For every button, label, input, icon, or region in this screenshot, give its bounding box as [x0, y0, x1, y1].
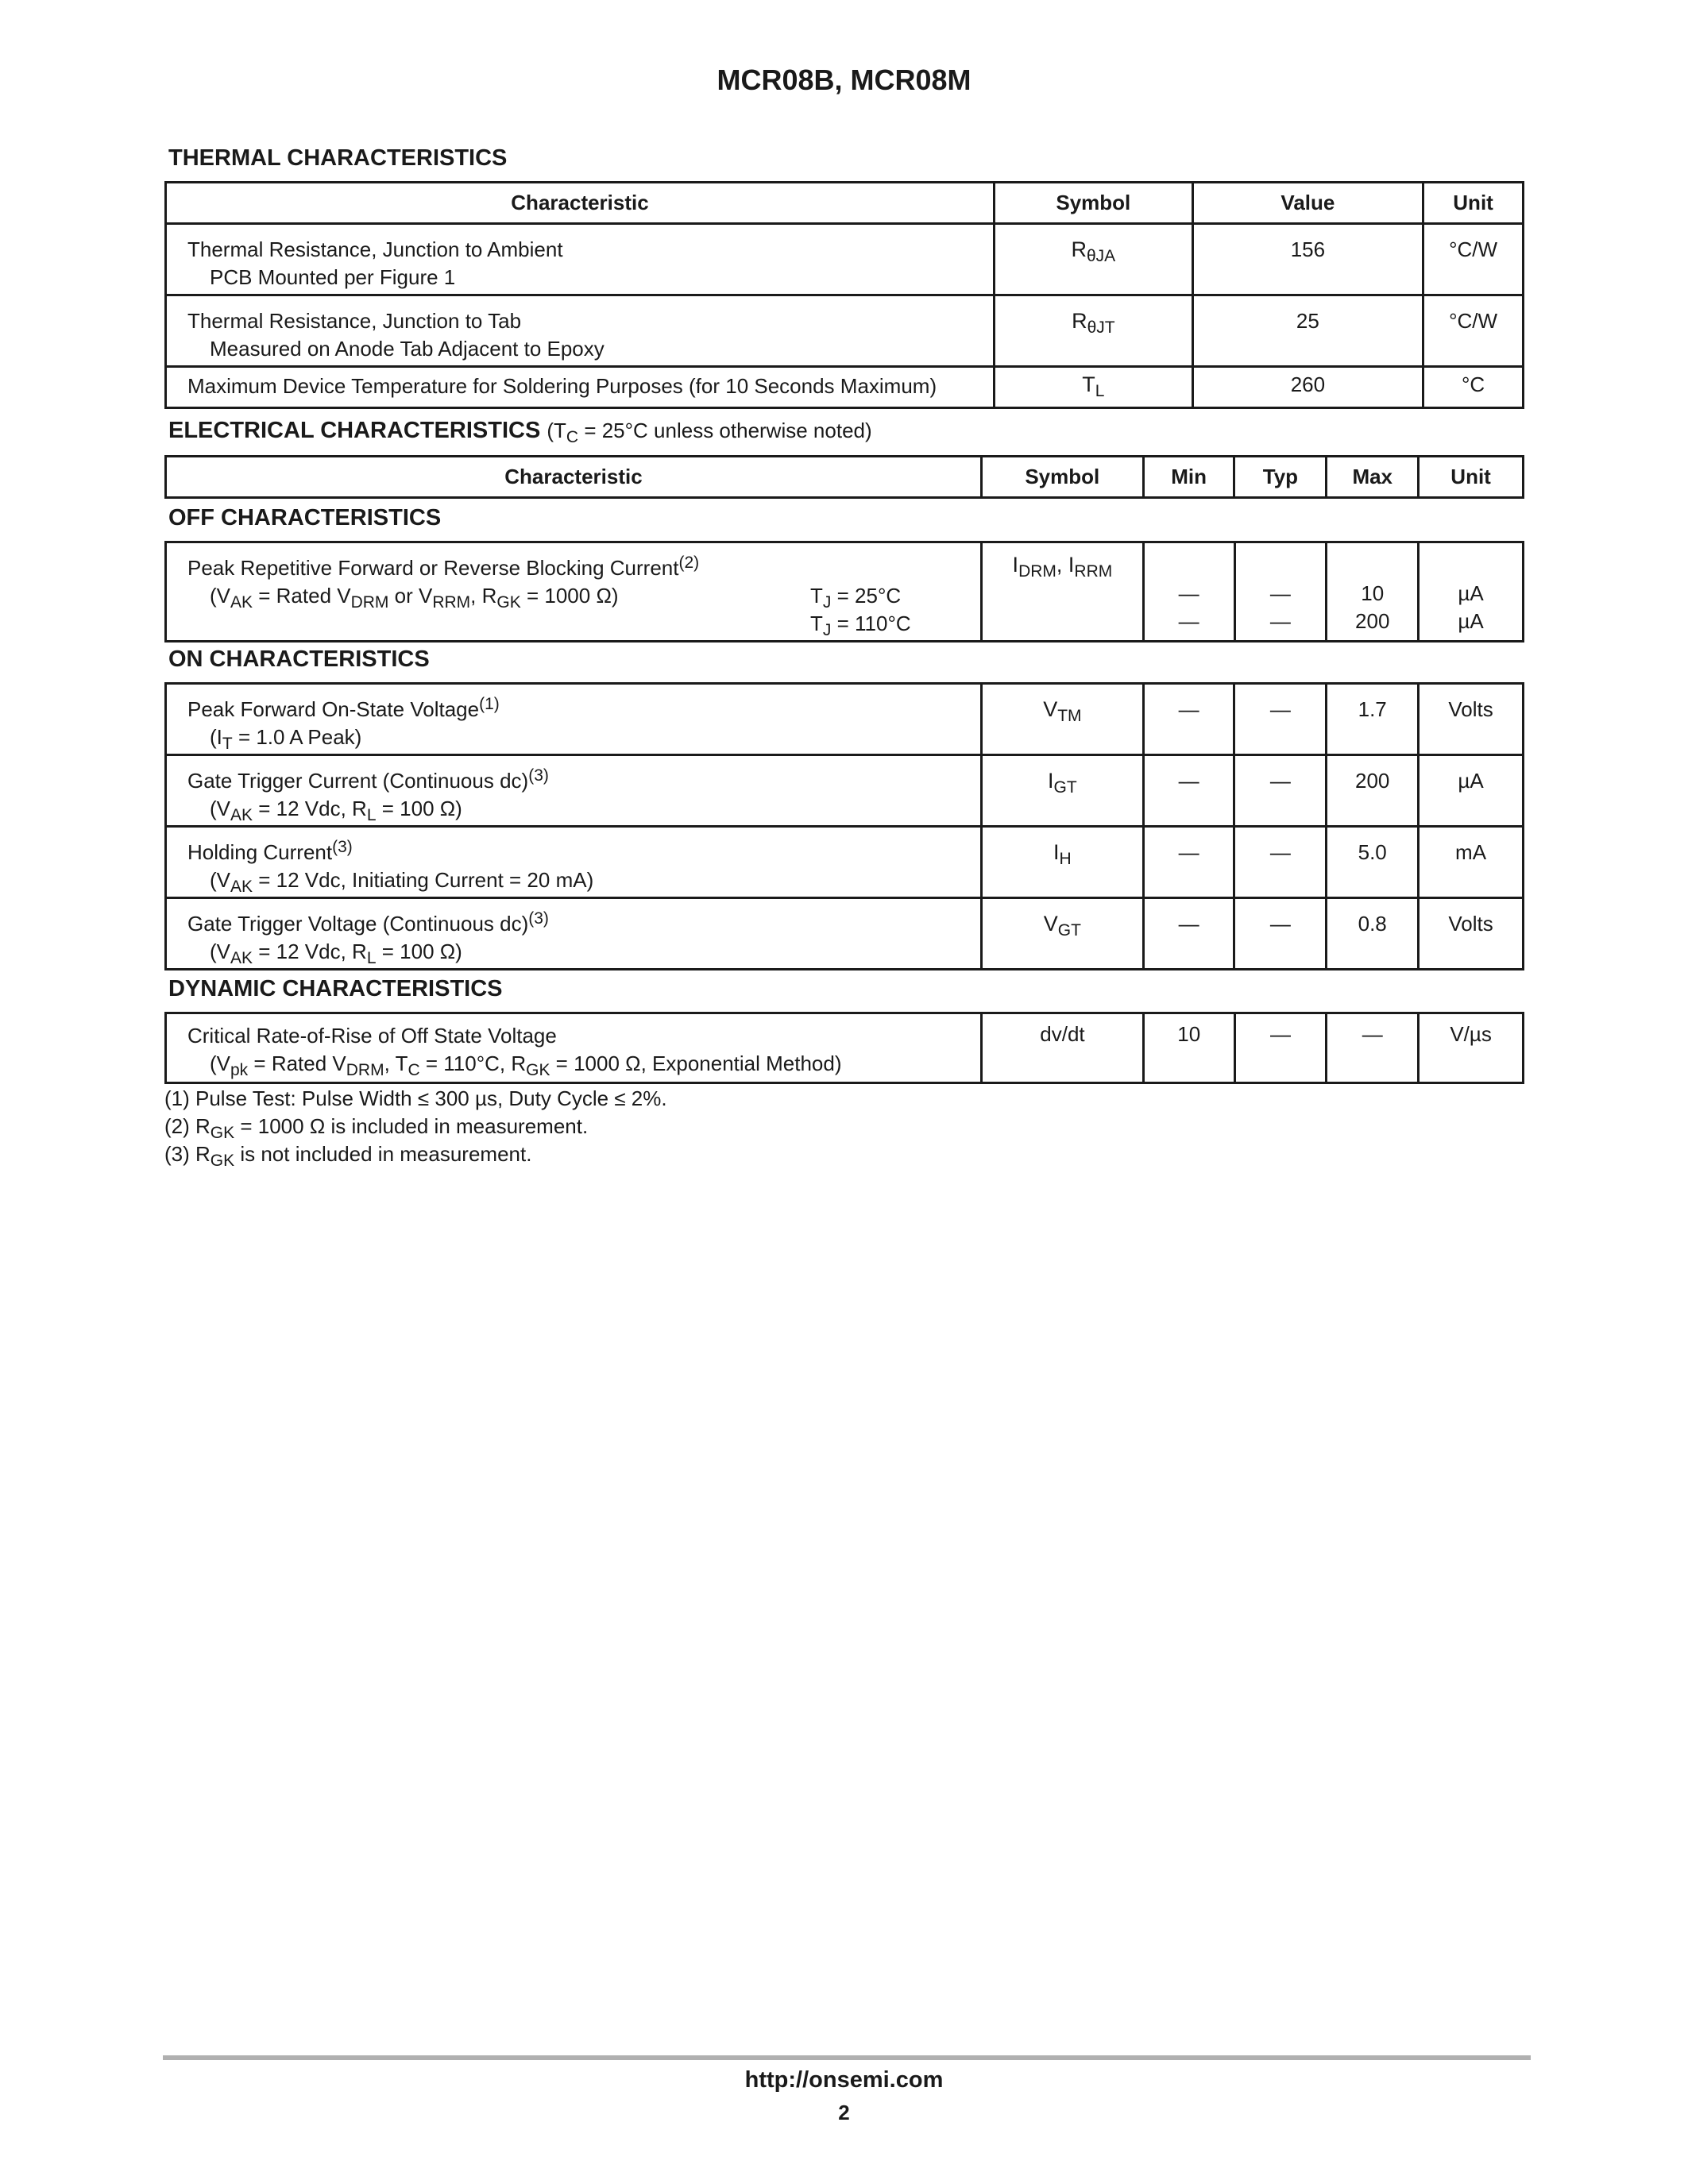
- max-cell: —: [1327, 1013, 1419, 1083]
- temperature-condition: $T_J = 25^\circ C$: [810, 584, 902, 612]
- min-cell: —: [1143, 827, 1234, 898]
- characteristic-condition: ($V_{AK} = 12$ Vdc, $R_L = 100$ Ω): [210, 940, 462, 967]
- characteristic-label: Peak Forward On-State Voltage: [187, 697, 480, 721]
- table-header-row: [166, 457, 1524, 498]
- characteristic-text: Maximum Device Temperature for Soldering Purposes (for 10 Seconds Maximum): [187, 374, 937, 398]
- symbol-subscript: L: [1095, 382, 1105, 400]
- thermal-heading: THERMAL CHARACTERISTICS: [168, 145, 508, 171]
- unit-cell: mA: [1419, 827, 1524, 898]
- symbol-cell: $V_{GT}$: [982, 898, 1144, 970]
- characteristic-label: Peak Repetitive Forward or Reverse Blocking Current: [187, 556, 679, 580]
- max-cell: 5.0: [1327, 827, 1419, 898]
- page-title: MCR08B, MCR08M: [717, 64, 971, 96]
- characteristic-condition: Measured on Anode Tab Adjacent to Epoxy: [210, 337, 605, 361]
- characteristic-text: [187, 554, 980, 582]
- symbol-subscript: θJA: [1086, 247, 1116, 265]
- footer-link[interactable]: http://onsemi.com: [744, 2067, 944, 2093]
- characteristic-label: Gate Trigger Voltage (Continuous dc): [187, 912, 529, 936]
- table-row: [166, 295, 1524, 367]
- min-cell: —: [1143, 755, 1234, 827]
- table-row: [166, 542, 1524, 642]
- footnote: (1) Pulse Test: Pulse Width ≤ 300 µs, Duty Cycle ≤ 2%.: [164, 1086, 667, 1110]
- value-cell: 156: [1192, 224, 1423, 295]
- symbol-cell: [995, 367, 1193, 408]
- unit-cell: Volts: [1419, 684, 1524, 755]
- symbol-cell: [995, 224, 1193, 295]
- table-row: [166, 898, 1524, 970]
- off-table: [164, 541, 1524, 642]
- characteristic-cell: [166, 224, 995, 295]
- column-header: Max: [1327, 457, 1419, 498]
- characteristic-cell: [166, 367, 995, 408]
- symbol-text: T: [1082, 372, 1095, 396]
- footnote: (3) $R_{GK}$ is not included in measurement.: [164, 1142, 532, 1170]
- symbol-cell: [995, 295, 1193, 367]
- min-cell: — —: [1143, 542, 1234, 642]
- characteristic-condition: ($V_{AK} = 12$ Vdc, $R_L = 100$ Ω): [210, 797, 462, 824]
- table-row: [166, 684, 1524, 755]
- characteristic-label: Holding Current: [187, 840, 333, 864]
- column-header: Characteristic: [166, 457, 982, 498]
- unit-cell: °C: [1423, 367, 1524, 408]
- characteristic-cell: [166, 542, 982, 642]
- footnote-ref: (1): [479, 695, 500, 713]
- characteristic-condition: ($V_{AK} = 12$ Vdc, Initiating Current = 20 mA): [210, 868, 594, 896]
- typ-cell: —: [1234, 684, 1327, 755]
- symbol-subscript: θJT: [1087, 318, 1115, 337]
- characteristic-condition: ($I_T = 1.0$ A Peak): [210, 725, 362, 753]
- temperature-condition: $T_J = 110^\circ C$: [810, 612, 911, 639]
- unit-cell: Volts: [1419, 898, 1524, 970]
- max-cell: 1.7: [1327, 684, 1419, 755]
- characteristic-cell: [166, 755, 982, 827]
- typ-cell: —: [1234, 827, 1327, 898]
- electrical-header-table: [164, 455, 1524, 499]
- unit-cell: V/µs: [1419, 1013, 1524, 1083]
- symbol-cell: $V_{TM}$: [982, 684, 1144, 755]
- column-header: Min: [1143, 457, 1234, 498]
- electrical-condition: [547, 419, 872, 446]
- footnote-ref: (2): [678, 554, 700, 572]
- thermal-table: [164, 181, 1524, 409]
- unit-cell: °C/W: [1423, 224, 1524, 295]
- min-cell: 10: [1143, 1013, 1234, 1083]
- symbol-cell: $I_{GT}$: [982, 755, 1144, 827]
- electrical-condition-subscript: C: [566, 428, 579, 446]
- table-row: [166, 1013, 1524, 1083]
- min-cell: —: [1143, 898, 1234, 970]
- symbol-text: R: [1072, 309, 1087, 333]
- on-heading: ON CHARACTERISTICS: [168, 646, 430, 672]
- min-cell: —: [1143, 684, 1234, 755]
- characteristic-condition: ($V_{AK}$ = Rated $V_{DRM}$ or $V_{RRM}$, $R_{GK} = 1000$ Ω): [210, 584, 619, 612]
- unit-cell: µA: [1419, 755, 1524, 827]
- column-header: Symbol: [995, 183, 1193, 224]
- typ-cell: —: [1234, 1013, 1327, 1083]
- column-header: Unit: [1423, 183, 1524, 224]
- table-row: [166, 224, 1524, 295]
- symbol-cell: $I_{DRM}$, $I_{RRM}$: [982, 542, 1144, 642]
- symbol-cell: dv/dt: [982, 1013, 1144, 1083]
- column-header: Symbol: [981, 457, 1143, 498]
- column-header: Unit: [1419, 457, 1524, 498]
- table-header-row: [166, 183, 1524, 224]
- column-header: Value: [1192, 183, 1423, 224]
- typ-cell: —: [1234, 898, 1327, 970]
- value-cell: 260: [1192, 367, 1423, 408]
- table-row: [166, 367, 1524, 408]
- table-row: [166, 755, 1524, 827]
- dynamic-table: [164, 1012, 1524, 1084]
- characteristic-cell: [166, 827, 982, 898]
- typ-cell: — —: [1234, 542, 1327, 642]
- max-cell: 200: [1327, 755, 1419, 827]
- footer-divider: [163, 2055, 1531, 2060]
- characteristic-cell: [166, 684, 982, 755]
- typ-cell: —: [1234, 755, 1327, 827]
- unit-cell: °C/W: [1423, 295, 1524, 367]
- off-heading: OFF CHARACTERISTICS: [168, 505, 442, 531]
- footnote-ref: (3): [332, 838, 353, 856]
- characteristic-cell: [166, 1013, 982, 1083]
- characteristic-cell: [166, 295, 995, 367]
- footnote-ref: (3): [528, 766, 549, 785]
- column-header: Characteristic: [166, 183, 995, 224]
- unit-cell: µA µA: [1419, 542, 1524, 642]
- table-row: [166, 827, 1524, 898]
- characteristic-cell: [166, 898, 982, 970]
- characteristic-text: Thermal Resistance, Junction to Ambient: [187, 237, 563, 261]
- electrical-condition-text: = 25°C unless otherwise noted): [578, 419, 872, 442]
- max-cell: 10 200: [1327, 542, 1419, 642]
- characteristic-text: Critical Rate-of-Rise of Off State Voltage: [187, 1024, 557, 1048]
- characteristic-condition: PCB Mounted per Figure 1: [210, 265, 456, 289]
- characteristic-text: Thermal Resistance, Junction to Tab: [187, 309, 522, 333]
- symbol-cell: $I_H$: [982, 827, 1144, 898]
- footnote-ref: (3): [528, 909, 549, 928]
- symbol-text: R: [1071, 237, 1087, 261]
- max-cell: 0.8: [1327, 898, 1419, 970]
- value-cell: 25: [1192, 295, 1423, 367]
- dynamic-heading: DYNAMIC CHARACTERISTICS: [168, 976, 503, 1001]
- characteristic-label: Gate Trigger Current (Continuous dc): [187, 769, 529, 793]
- electrical-heading: [168, 418, 872, 444]
- characteristic-condition: ($V_{pk}$ = Rated $V_{DRM}$, $T_C = 110^\circ C$, $R_{GK} = 1000$ Ω, Exponential Method): [210, 1051, 842, 1079]
- footnote: (2) $R_{GK} = 1000$ Ω is included in measurement.: [164, 1114, 589, 1142]
- page-number: 2: [838, 2101, 850, 2124]
- column-header: Typ: [1234, 457, 1327, 498]
- electrical-condition-text: (T: [547, 419, 566, 442]
- on-table: [164, 682, 1524, 970]
- electrical-heading-text: ELECTRICAL CHARACTERISTICS: [168, 418, 541, 443]
